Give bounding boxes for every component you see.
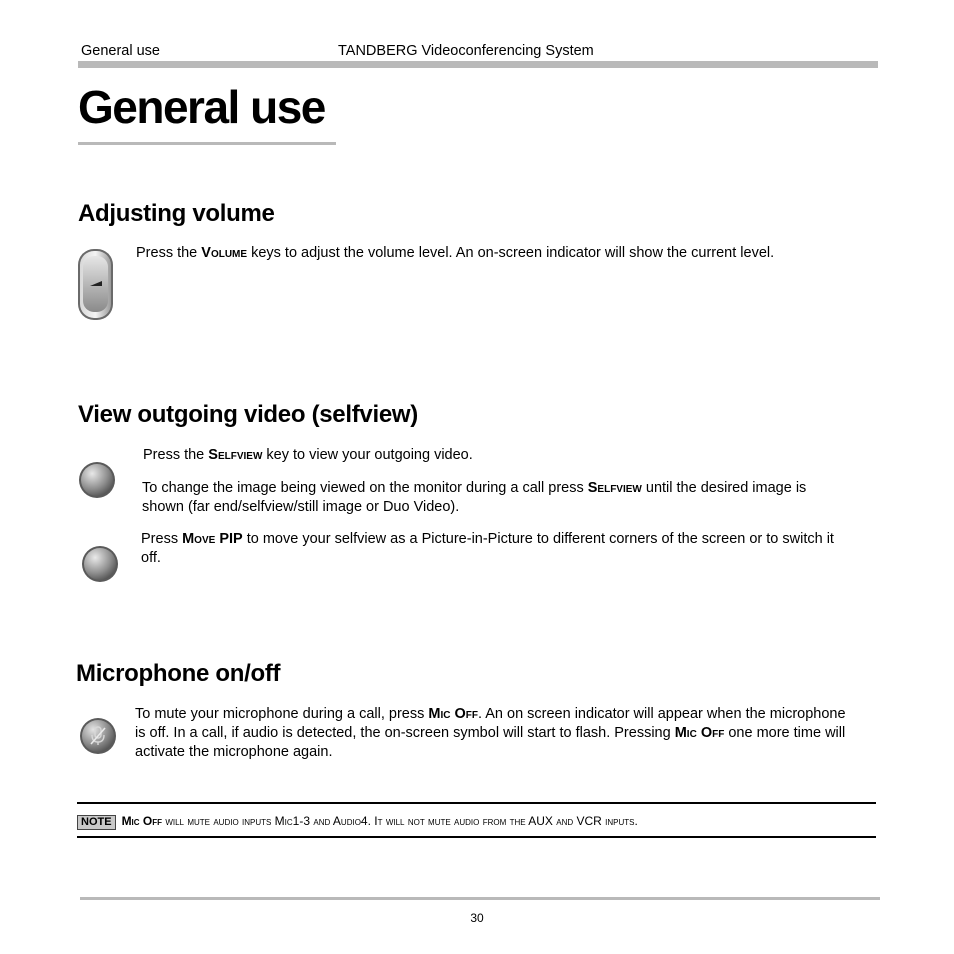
note-key-label: Mic Off [121,814,162,828]
selfview-key-label: Selfview [208,447,263,463]
selfview-key-icon [78,461,116,499]
microphone-text: To mute your microphone during a call, press Mic Off. An on screen indicator will appear when the microphone is off. In a call, if audio is detected, the on-screen symbol will start to flash. Pressing Mic Off one more time will activate the microphone again. [135,706,846,760]
selfview-paragraph-3: Press Move PIP to move your selfview as a Picture-in-Picture to different corners of the screen or to switch it off. [141,531,834,566]
note-label: NOTE [77,815,116,830]
note-text: will mute audio inputs Mic1-3 and Audio4. It will not mute audio from the AUX and VCR inputs. [162,814,638,828]
selfview-heading: View outgoing video (selfview) [78,401,418,428]
note-top-rule [77,802,876,804]
title-underline [78,142,336,145]
mic-off-key-label-2: Mic Off [674,725,725,741]
footer-rule [80,897,880,900]
header-rule [78,61,878,68]
mic-off-key-icon [79,717,117,755]
note-bottom-rule [77,836,876,838]
header-product: TANDBERG Videoconferencing System [338,43,594,59]
selfview-paragraph-1: Press the Selfview key to view your outgoing video. [143,447,473,463]
volume-heading: Adjusting volume [78,200,275,227]
header-section: General use [81,43,160,59]
microphone-heading: Microphone on/off [76,660,281,687]
move-pip-key-icon [81,545,119,583]
mic-off-key-label: Mic Off [428,706,478,722]
volume-key-label: Volume [201,245,248,261]
page-number: 30 [470,911,484,925]
volume-text: Press the Volume keys to adjust the volume level. An on-screen indicator will show the current level. [136,245,775,261]
selfview-paragraph-2: To change the image being viewed on the monitor during a call press Selfview until the desired image is shown (far end/selfview/still image or Duo Video). [142,480,807,515]
move-pip-key-label: Move [182,531,216,547]
volume-key-icon [77,248,115,322]
note [77,813,638,830]
selfview-key-label-2: Selfview [587,480,642,496]
page-title: General use [78,81,325,133]
